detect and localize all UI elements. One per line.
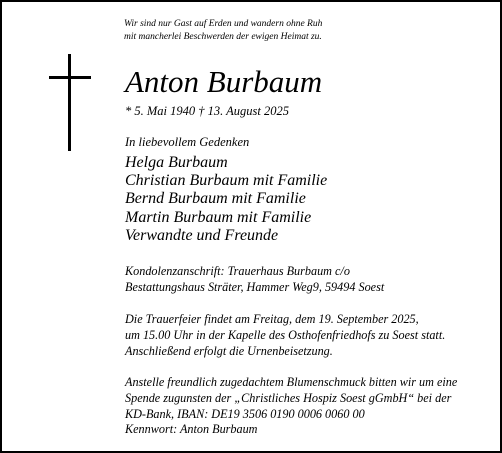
address-line: Kondolenzanschrift: Trauerhaus Burbaum c/o	[125, 264, 350, 278]
donation-line: Anstelle freundlich zugedachtem Blumenschmuck bitten wir um eine	[125, 375, 458, 389]
condolence-address	[125, 264, 384, 296]
mourner: Bernd Burbaum mit Familie	[125, 190, 306, 208]
mourner: Verwandte und Freunde	[125, 226, 279, 244]
motto-line-1: Wir sind nur Gast auf Erden und wandern ohne Ruh	[124, 19, 323, 29]
life-dates: * 5. Mai 1940 † 13. August 2025	[125, 104, 290, 118]
mourner: Christian Burbaum mit Familie	[125, 172, 328, 190]
mourners-list	[125, 154, 327, 245]
donation-keyword-line: Kennwort: Anton Burbaum	[125, 422, 258, 437]
cross-icon-bar	[49, 76, 91, 79]
donation-info	[125, 375, 457, 438]
cross-icon	[68, 54, 71, 151]
donation-line: Spende zugunsten der „Christliches Hospiz Soest gGmbH“ bei der	[125, 390, 452, 405]
funeral-line: Die Trauerfeier findet am Freitag, dem 19. September 2025,	[125, 312, 419, 326]
funeral-info	[125, 312, 445, 359]
funeral-line: um 15.00 Uhr in der Kapelle des Osthofenfriedhofs zu Soest statt.	[125, 327, 446, 342]
motto-line-2: mit mancherlei Beschwerden der ewigen Heimat zu.	[124, 32, 322, 42]
memorial-intro: In liebevollem Gedenken	[125, 135, 250, 149]
mourner: Martin Burbaum mit Familie	[125, 208, 312, 226]
deceased-name: Anton Burbaum	[125, 64, 323, 99]
mourner: Helga Burbaum	[125, 154, 228, 171]
funeral-line: Anschließend erfolgt die Urnenbeisetzung.	[125, 343, 333, 358]
address-line: Bestattungshaus Sträter, Hammer Weg9, 59494 Soest	[125, 279, 385, 294]
donation-bank-line: KD-Bank, IBAN: DE19 3506 0190 0006 0060 00	[125, 406, 365, 421]
